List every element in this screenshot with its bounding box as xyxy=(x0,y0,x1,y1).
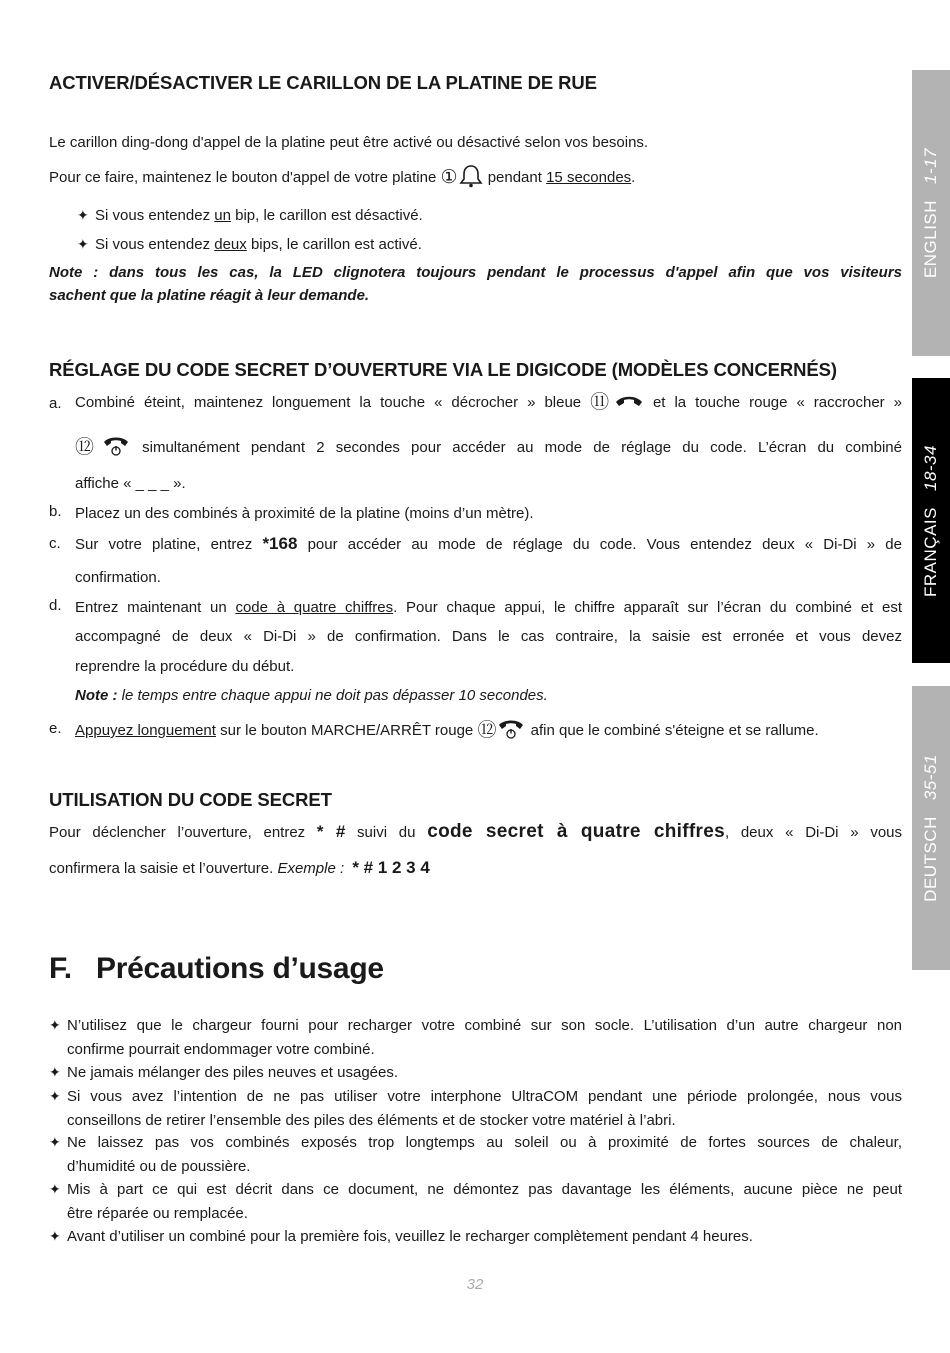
chime-b1-ul: un xyxy=(214,207,231,224)
star-bullet-icon: ✦ xyxy=(49,1181,61,1197)
step-d-line-2: accompagné de deux « Di-Di » de confirmation. Dans le cas contraire, la saisie est erronée et vous devez xyxy=(75,628,902,645)
step-d-post: . Pour chaque appui, le chiffre apparaît sur l’écran du combiné et est xyxy=(393,599,903,616)
section-title-precautions xyxy=(49,952,384,986)
chime-paragraph-2 xyxy=(49,164,902,195)
step-a-line-2 xyxy=(75,434,902,465)
step-c-label: c. xyxy=(49,535,61,552)
step-e-post: afin que le combiné s'éteigne et se rallume. xyxy=(530,722,819,739)
chime-p2-mid: pendant xyxy=(487,169,542,186)
star-bullet-icon: ✦ xyxy=(77,207,89,223)
step-a-line-3: affiche « _ _ _ ». xyxy=(75,475,186,492)
precaution-line-1: Ne laissez pas vos combinés exposés trop longtemps au soleil ou à proximité de fortes sources de chaleur, xyxy=(67,1134,902,1151)
step-a-post: et la touche rouge « raccrocher » xyxy=(652,394,902,411)
chime-b2-pre: Si vous entendez xyxy=(95,236,211,253)
step-d-note-label: Note : xyxy=(75,687,118,704)
star-bullet-icon: ✦ xyxy=(77,236,89,252)
bell-icon xyxy=(458,164,484,195)
chime-p2-duration: 15 secondes xyxy=(546,169,632,186)
chime-note-line-2: sachent que la platine réagit à leur demande. xyxy=(49,287,370,304)
step-e-pre: sur le bouton MARCHE/ARRÊT rouge xyxy=(220,722,474,739)
step-d-note-text: le temps entre chaque appui ne doit pas dépasser 10 secondes. xyxy=(121,687,548,704)
step-e-ul: Appuyez longuement xyxy=(75,722,216,739)
chime-b1-post: bip, le carillon est désactivé. xyxy=(235,207,423,224)
handset-red-power-icon xyxy=(496,717,526,748)
precaution-item xyxy=(49,1225,902,1249)
code-use-mid: suivi du xyxy=(357,824,416,841)
tab-english-label: ENGLISH xyxy=(921,199,940,279)
step-c-line-2: confirmation. xyxy=(75,569,161,586)
step-a-line-1 xyxy=(75,392,902,420)
button-number-12: ⑫ xyxy=(75,437,101,458)
button-number-12: ⑫ xyxy=(477,720,497,741)
section-title-chime: ACTIVER/DÉSACTIVER LE CARILLON DE LA PLATINE DE RUE xyxy=(49,72,597,93)
precaution-item xyxy=(49,1178,902,1225)
code-use-l2-pre: confirmera la saisie et l’ouverture. xyxy=(49,860,274,877)
step-b-text: Placez un des combinés à proximité de la platine (moins d’un mètre). xyxy=(75,505,534,522)
precaution-line-2: d’humidité ou de poussière. xyxy=(67,1157,251,1175)
tab-francais-label: FRANÇAIS xyxy=(921,506,940,597)
chime-b2-ul: deux xyxy=(214,236,247,253)
handset-red-power-icon xyxy=(101,434,131,465)
precaution-line-1: Mis à part ce qui est décrit dans ce document, ne démontez pas davantage les éléments, aucune pièce ne peut xyxy=(67,1181,902,1198)
step-b-label: b. xyxy=(49,503,62,520)
precaution-line-1: Avant d’utiliser un combiné pour la première fois, veuillez le recharger complètement pendant 4 heures. xyxy=(67,1228,753,1245)
code-use-example-label: Exemple : xyxy=(277,860,345,877)
tab-english-pages: 1-17 xyxy=(921,147,940,184)
code-use-post: , deux « Di-Di » vous xyxy=(724,824,903,841)
tab-english[interactable] xyxy=(912,70,950,356)
step-c-post: pour accéder au mode de réglage du code. Vous entendez deux « Di-Di » de xyxy=(307,536,902,553)
precaution-line-1: N’utilisez que le chargeur fourni pour recharger votre combiné sur son socle. L’utilisation d’un autre chargeur non xyxy=(67,1017,902,1034)
step-d-line-3: reprendre la procédure du début. xyxy=(75,658,295,675)
setup-code: *168 xyxy=(262,534,298,553)
button-number-1: ① xyxy=(440,167,458,188)
step-d-pre: Entrez maintenant un xyxy=(75,599,227,616)
precaution-item xyxy=(49,1061,902,1085)
code-use-bold: code secret à quatre chiffres xyxy=(427,821,725,842)
section-letter: F. xyxy=(49,952,72,985)
precaution-line-1: Si vous avez l’intention de ne pas utiliser votre interphone UltraCOM pendant une période prolongée, nous vous xyxy=(67,1088,902,1105)
step-a-pre: Combiné éteint, maintenez longuement la touche « décrocher » bleue xyxy=(75,394,582,411)
page-number: 32 xyxy=(466,1276,484,1293)
star-bullet-icon: ✦ xyxy=(49,1088,61,1104)
precaution-line-2: confirme pourrait endommager votre combiné. xyxy=(67,1040,375,1058)
code-use-example-code: * # 1 2 3 4 xyxy=(352,858,430,877)
precaution-item xyxy=(49,1014,902,1061)
precaution-line-1: Ne jamais mélanger des piles neuves et usagées. xyxy=(67,1064,399,1081)
code-use-line-2 xyxy=(49,857,902,880)
section-title-code-use: UTILISATION DU CODE SECRET xyxy=(49,789,332,810)
tab-deutsch[interactable] xyxy=(912,686,950,970)
step-a-label: a. xyxy=(49,395,62,412)
chime-b2-post: bips, le carillon est activé. xyxy=(250,236,422,253)
code-use-pre: Pour déclencher l’ouverture, entrez xyxy=(49,824,306,841)
section-heading: Précautions d’usage xyxy=(96,952,384,985)
step-d-ul: code à quatre chiffres xyxy=(235,599,394,616)
step-e-label: e. xyxy=(49,720,62,737)
chime-paragraph-1: Le carillon ding-dong d'appel de la platine peut être activé ou désactivé selon vos besoins. xyxy=(49,134,649,151)
tab-francais[interactable] xyxy=(912,378,950,663)
chime-note-line-1: Note : dans tous les cas, la LED clignotera toujours pendant le processus d'appel afin que vos visiteurs xyxy=(49,264,902,281)
step-d-label: d. xyxy=(49,597,62,614)
section-title-code-setup: RÉGLAGE DU CODE SECRET D’OUVERTURE VIA LE DIGICODE (MODÈLES CONCERNÉS) xyxy=(49,359,837,380)
code-use-line-1 xyxy=(49,821,902,844)
step-a-line-2-text: simultanément pendant 2 secondes pour accéder au mode de réglage du code. L’écran du combiné xyxy=(142,439,902,456)
chime-p2-pre: Pour ce faire, maintenez le bouton d'appel de votre platine xyxy=(49,169,437,186)
step-c-pre: Sur votre platine, entrez xyxy=(75,536,253,553)
tab-deutsch-pages: 35-51 xyxy=(921,754,940,801)
button-number-11: ⑪ xyxy=(590,392,614,413)
tab-deutsch-label: DEUTSCH xyxy=(921,816,940,902)
chime-b1-pre: Si vous entendez xyxy=(95,207,211,224)
precaution-item xyxy=(49,1131,902,1178)
step-d-line-1 xyxy=(75,597,902,619)
step-d-note xyxy=(75,685,902,707)
handset-blue-icon xyxy=(614,393,644,420)
star-bullet-icon: ✦ xyxy=(49,1017,61,1033)
star-bullet-icon: ✦ xyxy=(49,1134,61,1150)
code-use-prefix: * # xyxy=(316,822,346,841)
step-c-line-1 xyxy=(75,533,902,556)
precaution-item xyxy=(49,1085,902,1132)
step-e-line xyxy=(75,717,902,748)
star-bullet-icon: ✦ xyxy=(49,1064,61,1080)
precaution-line-2: conseillons de retirer l’ensemble des piles des éléments et de stocker votre matériel à l’abri. xyxy=(67,1111,676,1129)
precaution-line-2: être réparée ou remplacée. xyxy=(67,1204,248,1222)
star-bullet-icon: ✦ xyxy=(49,1228,61,1244)
chime-p2-end: . xyxy=(631,169,636,186)
tab-francais-pages: 18-34 xyxy=(921,444,940,491)
